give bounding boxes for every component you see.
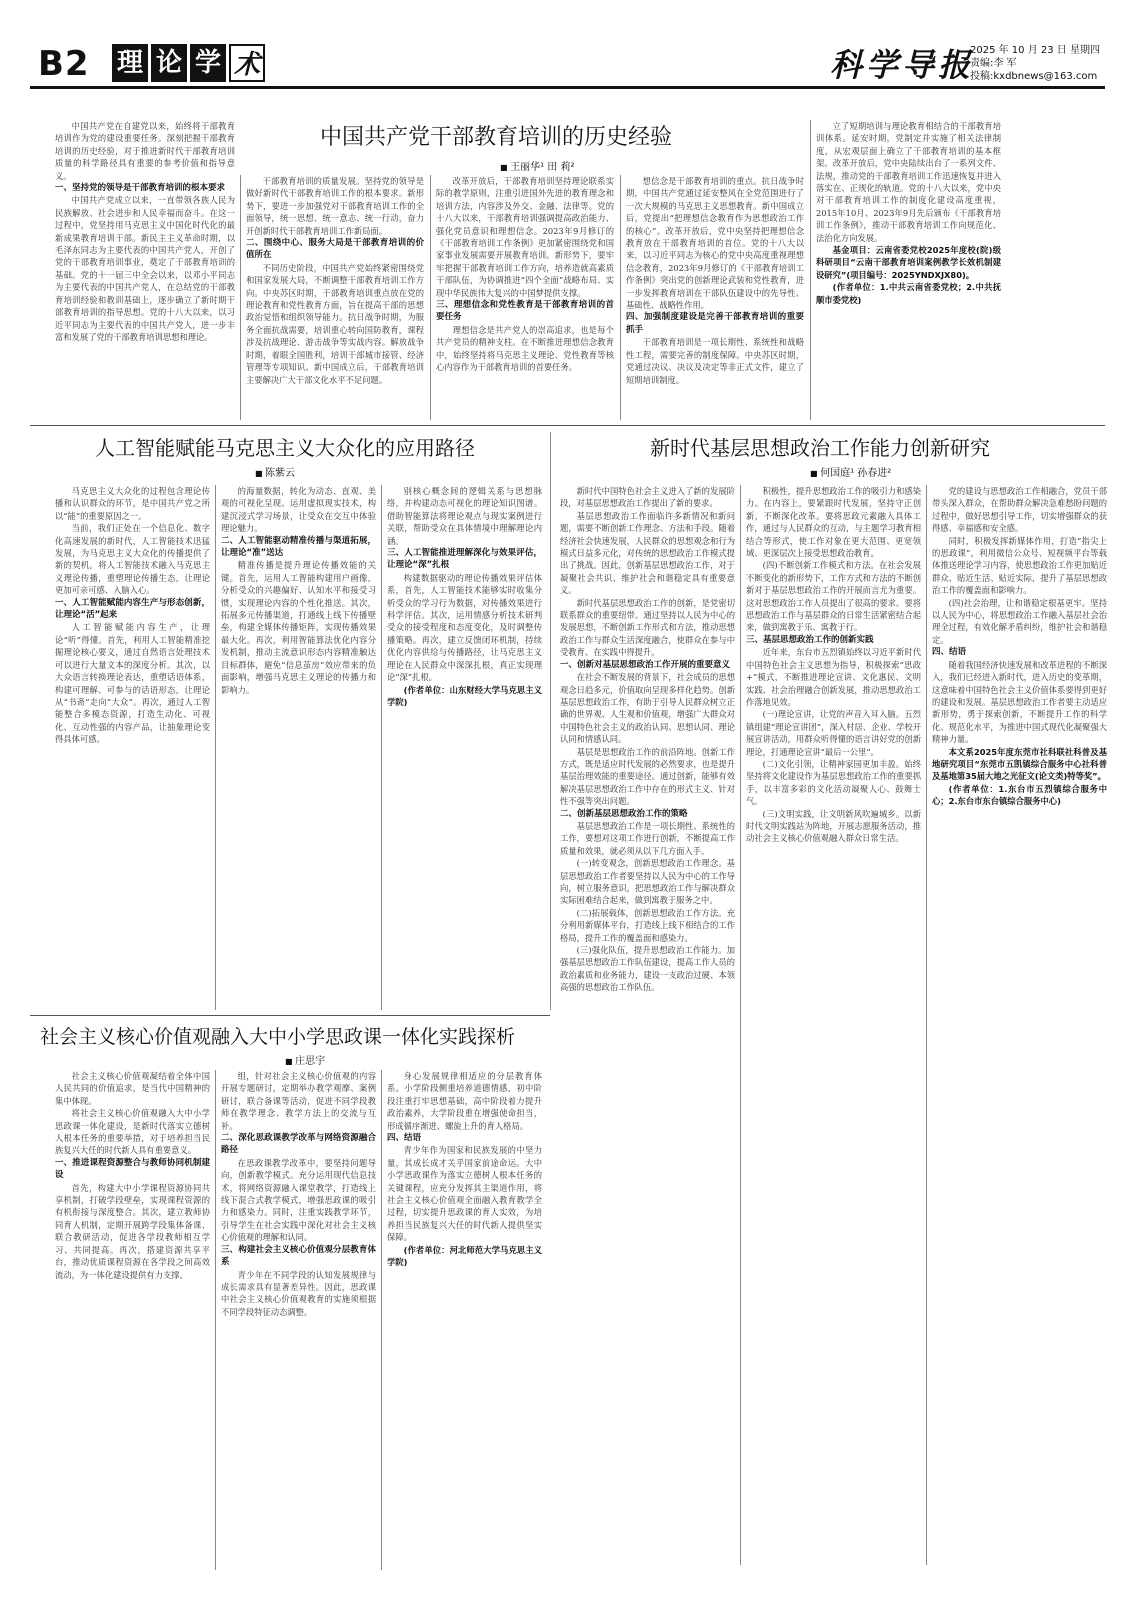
section-heading: 二、创新基层思想政治工作的策略 bbox=[560, 808, 688, 819]
article-title: 人工智能赋能马克思主义大众化的应用路径 bbox=[95, 436, 475, 460]
page-number: B2 bbox=[38, 44, 90, 84]
section-heading: 三、构建社会主义核心价值观分层教育体系 bbox=[221, 1244, 376, 1268]
section-heading: 三、人工智能推进理解深化与效果评估，让理论“深”扎根 bbox=[387, 548, 542, 571]
column-divider bbox=[430, 175, 431, 420]
column-divider bbox=[740, 485, 741, 1565]
column-divider bbox=[550, 432, 551, 1010]
issue-meta bbox=[970, 44, 1100, 83]
article-title: 中国共产党干部教育培训的历史经验 bbox=[320, 125, 673, 150]
article-author: ■ 庄思宇 bbox=[285, 1052, 325, 1067]
masthead bbox=[30, 40, 1105, 86]
article-lead: 马克思主义大众化的过程包含理论传播和认识群众的环节，是中国共产党之所以“能”的重要原因之一。 bbox=[55, 486, 210, 521]
section-heading: 一、坚持党的领导是干部教育培训的根本要求 bbox=[55, 183, 226, 194]
section-rule bbox=[30, 1015, 550, 1016]
section-char: 论 bbox=[151, 44, 187, 82]
article-column: 中国共产党在自建党以来，始终将干部教育培训作为党的建设重要任务。深刻把握干部教育培训的历史经验，对于推进新时代干部教育培训质量的科学路径具有重要的参考价值和指导意义。 一、坚持党的领导是干部教育培训的根本要求 中国共产党成立以来，一直带领各族人民为民族解放、社会进步和人民幸福而奋斗。在这一过程中，党坚持用马克思主义中国化时代化的最新成果教育培训干部。新民主主义革命时期，以毛泽东同志为主要代表的中国共产党人，开创了党的干部教育培训事业，奠定了干部教育培训的基础。党的十一届三中全会以来，以邓小平同志为主要代表的中国共产党人，在总结党的干部教育培训经验和教训基础上，逐步确立了新时期干部教育培训的指导思想。党的十八大以来，以习近平同志为主要代表的中国共产党人，进一步丰富和发展了党的干部教育培训思想和理论。 bbox=[55, 121, 235, 342]
section-heading: 四、结语 bbox=[387, 1133, 422, 1144]
submission-email: 投稿:kxdbnews@163.com bbox=[970, 71, 1098, 82]
column-divider bbox=[381, 485, 382, 1010]
article-title: 社会主义核心价值观融入大中小学思政课一体化实践探析 bbox=[40, 1026, 516, 1048]
section-heading: 一、创新对基层思想政治工作开展的重要意义 bbox=[560, 659, 731, 670]
article-column: 党的建设与思想政治工作相融合，党员干部带头深入群众，在帮助群众解决急难愁盼问题的过程中，做好思想引导工作，切实增强群众的获得感、幸福感和安全感。 同时，积极发挥新媒体作用，打造“指尖上的思政课”，利用微信公众号、短视频平台等载体推送理论学习内容，使思想政治工作更加贴近群众、贴近生活、贴近实际，提升了基层思想政治工作的覆盖面和影响力。 (四)社会治理，让和谐稳定根基更牢。坚持以人民为中心，将思想政治工作融入基层社会治理全过程，有效化解矛盾纠纷，维护社会和谐稳定。 四、结语 随着我国经济快速发展和改革进程的不断深入，我们已经进入新时代，进入历史的变革期，这意味着中国特色社会主义价值体系要得到更好的建设和发展。基层思想政治工作者要主动适应新形势，勇于探索创新，不断提升工作的科学化、规范化水平，为推进中国式现代化凝聚强大精神力量。 本文系2025年度东莞市社科联社科普及基地研究项目“东莞市五凯镇综合服务中心社科普及基地第35届大地之光征文(论文类)特等奖”。 (作者单位：1.东台市五烈镇综合服务中心；2.东台市东台镇综合服务中心) bbox=[932, 486, 1107, 807]
article-author: ■ 王丽华¹ 田 莉² bbox=[500, 158, 574, 173]
issue-date: 2025 年 10 月 23 日 星期四 bbox=[970, 45, 1100, 56]
author-affiliation: (作者单位：河北师范大学马克思主义学院) bbox=[387, 1244, 542, 1268]
section-rule bbox=[30, 425, 1105, 426]
funding-note: 基金项目：云南省委党校2025年度校(院)级科研项目“云南干部教育培训案例教学长效机制建设研究”(项目编号：2025YNDXJX80)。 bbox=[816, 245, 1001, 280]
column-divider bbox=[381, 1070, 382, 1570]
column-divider bbox=[215, 1070, 216, 1570]
article-lead: 中国共产党在自建党以来，始终将干部教育培训作为党的建设重要任务。深刻把握干部教育培训的历史经验，对于推进新时代干部教育培训质量的科学路径具有重要的参考价值和指导意义。 bbox=[55, 121, 235, 181]
article-column: 身心发展规律相适应的分层教育体系。小学阶段侧重培养道德情感，初中阶段注重打牢思想基础，高中阶段着力提升政治素养，大学阶段重在增强使命担当，形成循序渐进、螺旋上升的育人格局。 四、结语 青少年作为国家和民族发展的中坚力量，其成长成才关乎国家前途命运。大中小学思政课作为落实立德树人根本任务的关键课程，应充分发挥其主渠道作用，将社会主义核心价值观全面融入教育教学全过程，切实提升思政课的育人实效，为培养担当民族复兴大任的时代新人提供坚实保障。 (作者单位：河北师范大学马克思主义学院) bbox=[387, 1071, 542, 1268]
section-heading: 四、加强制度建设是完善干部教育培训的重要抓手 bbox=[626, 312, 804, 335]
section-heading: 二、围绕中心、服务大局是干部教育培训的价值所在 bbox=[246, 238, 424, 261]
article-column: 新时代中国特色社会主义进入了新的发展阶段，对基层思想政治工作提出了新的要求。 基层思想政治工作面临许多新情况和新问题，需要不断创新工作理念、方法和手段。随着经济社会快速发展，人民群众的思想观念和行为模式日益多元化，对传统的思想政治工作模式提出了挑战。因此，创新基层思想政治工作，对于凝聚社会共识、维护社会和谐稳定具有重要意义。 新时代基层思想政治工作的创新，是党密切联系群众的重要纽带。通过坚持以人民为中心的发展思想，不断创新工作形式和方法，推动思想政治工作与群众生活深度融合，使群众在参与中受教育、在实践中得提升。 一、创新对基层思想政治工作开展的重要意义 在社会不断发展的背景下，社会成员的思想观念日趋多元，价值取向呈现多样化趋势。创新基层思想政治工作，有助于引导人民群众树立正确的世界观、人生观和价值观，增强广大群众对中国特色社会主义的政治认同、思想认同、理论认同和情感认同。 基层是思想政治工作的前沿阵地。创新工作方式，既是适应时代发展的必然要求，也是提升基层治理效能的重要途径。通过创新，能够有效解决基层思想政治工作中存在的形式主义、针对性不强等突出问题。 二、创新基层思想政治工作的策略 基层思想政治工作是一项长期性、系统性的工作，要想对这项工作进行创新，不断提高工作质量和效果，就必须从以下几方面入手。 (一)转变观念，创新思想政治工作理念。基层思想政治工作者要坚持以人民为中心的工作导向，树立服务意识，把思想政治工作与解决群众实际困难结合起来，做到寓教于服务之中。 (二)拓展载体，创新思想政治工作方法。充分利用新媒体平台，打造线上线下相结合的工作格局，提升工作的覆盖面和感染力。 (三)强化队伍，提升思想政治工作能力。加强基层思想政治工作队伍建设，提高工作人员的政治素质和业务能力，建设一支政治过硬、本领高强的思想政治工作队伍。 bbox=[560, 486, 735, 993]
section-heading: 一、推进课程资源整合与教师协同机制建设 bbox=[55, 1157, 210, 1181]
masthead-rule bbox=[30, 86, 1105, 89]
author-affiliation: (作者单位：1.中共云南省委党校；2.中共抚顺市委党校) bbox=[816, 282, 1001, 305]
article-column: 想信念是干部教育培训的重点。抗日战争时期，中国共产党通过延安整风在全党范围进行了一次大规模的马克思主义思想教育。新中国成立后，党提出“把理想信念教育作为思想政治工作的核心”。改革开放后，党中央坚持把理想信念教育放在干部教育培训的首位。党的十八大以来，以习近平同志为核心的党中央高度重视理想信念教育，2023年9月修订的《干部教育培训工作条例》突出党的创新理论武装和党性教育，进一步发挥教育培训在干部队伍建设中的先导性、基础性、战略性作用。 四、加强制度建设是完善干部教育培训的重要抓手 干部教育培训是一项长期性、系统性和战略性工程，需要完善的制度保障。中央苏区时期，党通过决议、决议及决定等非正式文件，建立了短期培训制度。 bbox=[626, 176, 804, 385]
section-heading: 一、人工智能赋能内容生产与形态创新，让理论“活”起来 bbox=[55, 597, 210, 621]
article-column: 干部教育培训的质量发展。坚持党的领导是做好新时代干部教育培训工作的根本要求。新形势下，要进一步加强党对干部教育培训工作的全面领导，统一思想、统一意志、统一行动，奋力开创新时代干部教育培训工作新局面。 二、围绕中心、服务大局是干部教育培训的价值所在 不同历史阶段，中国共产党始终紧密围绕党和国家发展大局，不断调整干部教育培训工作方向。中央苏区时期，干部教育培训重点放在党的理论教育和党性教育方面，旨在提高干部的思想政治觉悟和组织领导能力。抗日战争时期，为服务全面抗战需要，培训重心转向国防教育，课程涉及抗战理论、游击战争等实战内容。解放战争时期，着眼全国胜利，培训干部城市接管、经济管理等专项知识。新中国成立后，干部教育培训主要解决广大干部文化水平不足问题。 bbox=[246, 176, 424, 385]
section-heading: 四、结语 bbox=[932, 647, 967, 658]
section-heading: 三、理想信念和党性教育是干部教育培训的首要任务 bbox=[436, 300, 614, 323]
section-char: 理 bbox=[112, 44, 148, 82]
section-heading: 二、深化思政课教学改革与网络资源融合路径 bbox=[221, 1133, 376, 1156]
column-divider bbox=[620, 175, 621, 420]
author-affiliation: (作者单位：山东财经大学马克思主义学院) bbox=[387, 684, 542, 707]
author-affiliation: (作者单位：1.东台市五烈镇综合服务中心；2.东台市东台镇综合服务中心) bbox=[932, 783, 1107, 807]
article-author: ■ 陈紫云 bbox=[255, 464, 295, 479]
column-divider bbox=[926, 485, 927, 1565]
editor: 责编:李 军 bbox=[970, 58, 1017, 69]
article-lead: 社会主义核心价值观凝结着全体中国人民共同的价值追求，是当代中国精神的集中体现。 bbox=[55, 1071, 210, 1106]
article-column: 别核心概念间的逻辑关系与思想脉络，并构建动态可视化的理论知识图谱。借助智能算法将理论观点与现实案例进行关联，帮助受众在具体情境中理解理论内涵。 三、人工智能推进理解深化与效果评估，让理论“深”扎根 构建数据驱动的理论传播效果评估体系，首先，人工智能技术能够实时收集分析受众的学习行为数据，对传播效果进行科学评估。其次，运用情感分析技术研判受众的接受程度和态度变化，及时调整传播策略。再次，建立反馈闭环机制，持续优化内容供给与传播路径，让马克思主义理论在人民群众中深深扎根，真正实现理论“深”扎根。 (作者单位：山东财经大学马克思主义学院) bbox=[387, 486, 542, 707]
section-char: 术 bbox=[229, 44, 265, 82]
section-char: 学 bbox=[190, 44, 226, 82]
column-divider bbox=[240, 175, 241, 420]
article-column: 马克思主义大众化的过程包含理论传播和认识群众的环节，是中国共产党之所以“能”的重要原因之一。 当前，我们正处在一个信息化、数字化高速发展的新时代，人工智能技术迅猛发展，为马克思主义大众化的传播提供了新的契机。将人工智能技术融入马克思主义理论传播，重塑理论传播生态，让理论更加可亲可感、入脑入心。 一、人工智能赋能内容生产与形态创新，让理论“活”起来 人工智能赋能内容生产，让理论“听”得懂。首先，利用人工智能精准挖掘理论核心要义，通过自然语言处理技术可以进行大量文本的深度分析。其次，以大众语言转换理论表达，重塑话语体系，构建可理解、可参与的话语形态，让理论从“书斋”走向“大众”。再次，通过人工智能整合多模态资源，打造生动化、可视化、互动性强的内容产品，让抽象理论变得具体可感。 bbox=[55, 486, 210, 745]
article-lead: 新时代中国特色社会主义进入了新的发展阶段，对基层思想政治工作提出了新的要求。 bbox=[560, 486, 735, 509]
column-divider bbox=[810, 120, 811, 420]
article-title: 新时代基层思想政治工作能力创新研究 bbox=[650, 436, 990, 460]
article-column: 立了短期培训与理论教育相结合的干部教育培训体系。延安时期，党制定并实施了相关法律制度，从宏观层面上确立了干部教育培训的基本框架。改革开放后，党中央陆续出台了一系列文件、法规，推动党的干部教育培训工作迅速恢复并进入落实在、正规化的轨道。党的十八大以来，党中央对干部教育培训工作的制度化建设高度重视，2015年10月、2023年9月先后颁布《干部教育培训工作条例》，推动干部教育培训工作向规范化、法治化方向发展。 基金项目：云南省委党校2025年度校(院)级科研项目“云南干部教育培训案例教学长效机制建设研究”(项目编号：2025YNDXJX80)。 (作者单位：1.中共云南省委党校；2.中共抚顺市委党校) bbox=[816, 121, 1001, 305]
funding-note: 本文系2025年度东莞市社科联社科普及基地研究项目“东莞市五凯镇综合服务中心社科普及基地第35届大地之光征文(论文类)特等奖”。 bbox=[932, 746, 1107, 782]
article-column: 社会主义核心价值观凝结着全体中国人民共同的价值追求，是当代中国精神的集中体现。 将社会主义核心价值观融入大中小学思政课一体化建设，是新时代落实立德树人根本任务的重要举措，对于培养担当民族复兴大任的时代新人具有重要意义。 一、推进课程资源整合与教师协同机制建设 首先，构建大中小学课程资源协同共享机制，打破学段壁垒，实现课程资源的有机衔接与深度整合。其次，建立教师协同育人机制，定期开展跨学段集体备课、联合教研活动，促进各学段教师相互学习、共同提高。再次，搭建资源共享平台，推动优质课程资源在各学段之间高效流动，为一体化建设提供有力支撑。 bbox=[55, 1071, 210, 1280]
paper-name: 科学导报 bbox=[830, 46, 975, 84]
article-column: 改革开放后，干部教育培训坚持理论联系实际的教学原则，注重引进国外先进的教育理念和培训方法，内容涉及外交、金融、法律等。党的十八大以来，干部教育培训强调提高政治能力、强化党员意识和理想信念。2023年9月修订的《干部教育培训工作条例》更加紧密围绕党和国家事业发展需要开展教育培训。新形势下，要牢牢把握干部教育培训工作方向，培养造就高素质干部队伍，为协调推进“四个全面”战略布局、实现中华民族伟大复兴的中国梦提供支撑。 三、理想信念和党性教育是干部教育培训的首要任务 理想信念是共产党人的崇高追求，也是每个共产党员的精神支柱。在不断推进理想信念教育中，始终坚持将马克思主义理论、党性教育等核心内容作为干部教育培训的首要任务。 bbox=[436, 176, 614, 373]
section-heading: 二、人工智能驱动精准传播与渠道拓展，让理论“准”送达 bbox=[221, 535, 376, 559]
section-heading: 三、基层思想政治工作的创新实践 bbox=[746, 634, 874, 645]
column-divider bbox=[215, 485, 216, 1010]
article-author: ■ 何国庭¹ 孙春进² bbox=[810, 464, 891, 479]
article-column: 积极性，提升思想政治工作的吸引力和感染力。在内容上，要紧跟时代发展，坚持守正创新，不断深化改革。要将思政元素融入具体工作，通过与人民群众的互动，与主题学习教育相结合等形式，使工作对象在更大范围、更宽领域、更深层次上接受思想政治教育。 (四)不断创新工作模式和方法。在社会发展不断变化的新形势下，工作方式和方法的不断创新对于基层思想政治工作的开展而言尤为重要。这对思想政治工作人员提出了很高的要求。要将思想政治工作与基层群众的日常生活紧密结合起来，做到寓教于乐、寓教于行。 三、基层思想政治工作的创新实践 近年来，东台市五烈镇始终以习近平新时代中国特色社会主义思想为指导，积极探索“思政+”模式，不断推进理论宣讲、文化惠民、文明实践、社会治理融合创新发展，推动思想政治工作落地见效。 (一)理论宣讲，让党的声音入耳入脑。五烈镇组建“理论宣讲团”，深入村居、企业、学校开展宣讲活动，用群众听得懂的语言讲好党的创新理论，打通理论宣讲“最后一公里”。 (二)文化引领，让精神家园更加丰盈。始终坚持将文化建设作为基层思想政治工作的重要抓手，以丰富多彩的文化活动凝聚人心、鼓舞士气。 (三)文明实践，让文明新风吹遍城乡。以新时代文明实践站为阵地，开展志愿服务活动，推动社会主义核心价值观融入群众日常生活。 bbox=[746, 486, 921, 844]
section-title bbox=[112, 44, 268, 82]
article-column: 组，针对社会主义核心价值观的内容开展专题研讨，定期举办教学观摩、案例研讨，联合备课等活动，促进不同学段教师在教学理念、教学方法上的交流与互补。 二、深化思政课教学改革与网络资源融合路径 在思政课教学改革中，要坚持问题导向，创新教学模式。充分运用现代信息技术，将网络资源融入课堂教学，打造线上线下混合式教学模式，增强思政课的吸引力和感染力。同时，注重实践教学环节，引导学生在社会实践中深化对社会主义核心价值观的理解和认同。 三、构建社会主义核心价值观分层教育体系 青少年在不同学段的认知发展规律与成长需求具有显著差异性。因此，思政课中社会主义核心价值观教育的实施须根据不同学段特征动态调整。 bbox=[221, 1071, 376, 1317]
article-column: 的海量数据，转化为动态、直观、美观的可视化呈现。运用虚拟现实技术，构建沉浸式学习场景，让受众在交互中体验理论魅力。 二、人工智能驱动精准传播与渠道拓展，让理论“准”送达 精准传播是提升理论传播效能的关键。首先，运用人工智能构建用户画像，分析受众的兴趣偏好、认知水平和接受习惯，实现理论内容的个性化推送。其次，拓展多元传播渠道，打通线上线下传播壁垒，构建全媒体传播矩阵，实现传播效果最大化。再次，利用智能算法优化内容分发机制，推动主流意识形态内容精准触达目标群体，避免“信息茧房”效应带来的负面影响，增强马克思主义理论的传播力和影响力。 bbox=[221, 486, 376, 695]
